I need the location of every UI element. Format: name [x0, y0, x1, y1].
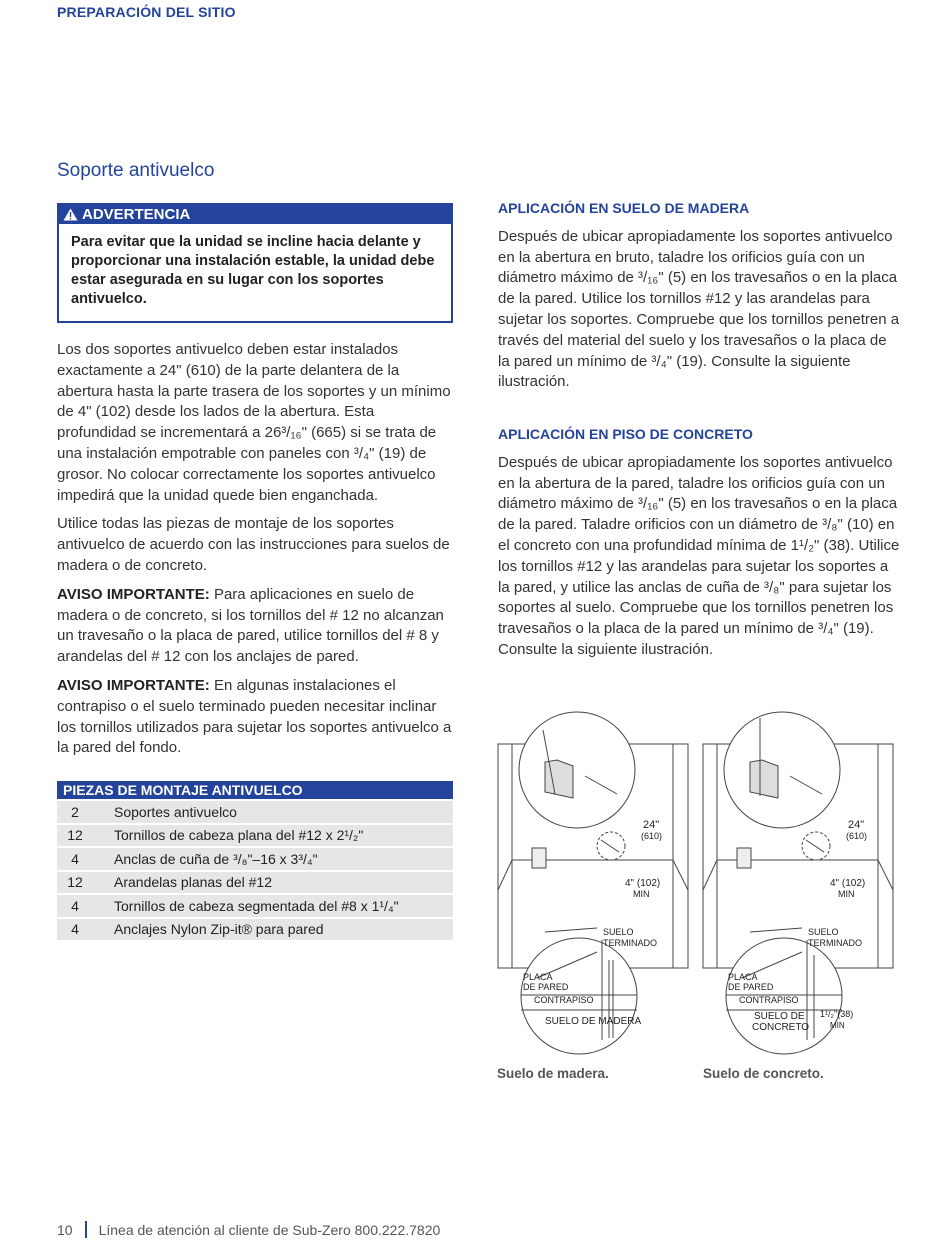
table-row [57, 895, 453, 917]
intro-paragraph: Los dos soportes antivuelco deben estar instalados exactamente a 24" (610) de la parte delantera de la abertura hasta la parte trasera de los soportes y un mínimo de 4" (102) desde los lados de la abertura. Esta profundidad se incrementará a 26³/₁₆" (665) si se trata de una instalación empotrable con paneles con ³/₄" (19) de grosor. No colocar correctamente los soportes antivuelco impedirá que la unidad quede bien enganchada. [57, 341, 451, 504]
wood-floor-illustration [497, 700, 692, 1056]
row-qty: 12 [67, 874, 83, 891]
wood-heading: APLICACIÓN EN SUELO DE MADERA [498, 200, 750, 216]
warning-icon [63, 208, 78, 221]
row-qty: 2 [71, 803, 79, 820]
concrete-label-subfloor: CONTRAPISO [739, 995, 799, 1005]
warning-box [57, 203, 453, 323]
notice-label-1: AVISO IMPORTANTE: [57, 585, 210, 603]
wood-paragraph: Después de ubicar apropiadamente los soportes antivuelco en la abertura en bruto, taladre los orificios guía con un diámetro máximo de ³/₁₆" (5) en los travesaños o en la placa de la pared. Utilice los tornillos #12 y las arandelas para sujetar los soportes. Compruebe que los tornillos penetren a través del material del suelo y los travesaños o la placa de la pared un mínimo de ³/₄" (19). Consulte la siguiente ilustración. [498, 227, 900, 391]
bracket-detail-icon [724, 712, 840, 828]
concrete-floor-illustration [702, 700, 897, 1056]
concrete-dim-anchor-min: MIN [830, 1021, 845, 1030]
notice-text-2: En algunas instalaciones el contrapiso o el suelo terminado pueden necesitar inclinar los tornillos utilizados para sujetar los soportes antivuelco a la pared del fondo. [57, 676, 452, 757]
row-qty: 4 [71, 850, 79, 867]
left-column [57, 340, 457, 767]
row-desc: Tornillos de cabeza plana del #12 x 2¹/₂" [114, 827, 364, 844]
concrete-dim-side: 4" (102) [830, 878, 866, 889]
page-footer [57, 1221, 440, 1238]
notice-label-2: AVISO IMPORTANTE: [57, 676, 210, 694]
concrete-paragraph: Después de ubicar apropiadamente los soportes antivuelco en la abertura de la pared, taladre los orificios guía con un diámetro máximo de ³/₁₆" (5) en los travesaños o en la placa de la pared. Taladre orificios con un diámetro de ³/₈" (10) en el concreto con una profundidad mínima de 1¹/₂" (38). Utilice los tornillos #12 y las arandelas para sujetar los soportes a la pared, y utilice las anclas de cuña de ³/₈" para sujetar los soportes al suelo. Compruebe que los tornillos penetren los travesaños o la placa de la pared un mínimo de ³/₄" (19). Consulte la siguiente ilustración. [498, 453, 900, 658]
page-number: 10 [57, 1221, 73, 1238]
wood-label-plate: PLACA [523, 972, 553, 982]
concrete-label-finished-2: TERMINADO [808, 938, 862, 948]
concrete-heading: APLICACIÓN EN PISO DE CONCRETO [498, 426, 753, 442]
wood-label-floor: SUELO DE MADERA [545, 1016, 642, 1027]
warning-label: ADVERTENCIA [82, 206, 191, 223]
concrete-label-plate-2: DE PARED [728, 982, 774, 992]
row-qty: 12 [67, 827, 83, 844]
concrete-label-floor: SUELO DE [754, 1011, 805, 1022]
section-header: PREPARACIÓN DEL SITIO [57, 4, 236, 20]
concrete-label-plate: PLACA [728, 972, 758, 982]
concrete-dim-side-min: MIN [838, 889, 855, 899]
warning-text: Para evitar que la unidad se incline hacia delante y proporcionar una instalación estable, la unidad debe estar asegurada en su lugar con los soportes antivuelco. [71, 234, 435, 307]
wood-label-subfloor: CONTRAPISO [534, 995, 594, 1005]
notice-paragraph-1 [57, 585, 457, 668]
right-column [498, 198, 900, 401]
wood-label-finished-2: TERMINADO [603, 938, 657, 948]
concrete-label-floor-2: CONCRETO [752, 1022, 810, 1033]
concrete-dim-depth: 24" [848, 819, 865, 831]
concrete-label-finished: SUELO [808, 927, 839, 937]
row-desc: Arandelas planas del #12 [114, 874, 273, 891]
notice-paragraph-2 [57, 676, 457, 759]
table-row [57, 919, 453, 941]
wood-dim-depth-mm: (610) [641, 831, 663, 841]
table-row [57, 825, 453, 847]
page-title: Soporte antivuelco [57, 160, 215, 181]
right-column-concrete [498, 424, 900, 669]
concrete-dim-depth-mm: (610) [846, 831, 868, 841]
row-desc: Anclas de cuña de ³/₈"–16 x 3³/₄" [114, 850, 318, 867]
parts-table-title: PIEZAS DE MONTAJE ANTIVUELCO [57, 781, 453, 799]
row-qty: 4 [71, 897, 79, 914]
row-qty: 4 [71, 921, 79, 938]
hardware-paragraph: Utilice todas las piezas de montaje de los soportes antivuelco de acuerdo con las instrucciones para suelos de madera o de concreto. [57, 515, 450, 574]
concrete-dim-anchor: 1¹/₂"(38) [820, 1009, 854, 1019]
wood-dim-side-min: MIN [633, 889, 650, 899]
warning-header [59, 205, 451, 224]
row-desc: Tornillos de cabeza segmentada del #8 x 1¹/₄" [114, 897, 399, 914]
wood-dim-depth: 24" [643, 819, 660, 831]
concrete-caption: Suelo de concreto. [703, 1066, 824, 1081]
row-desc: Soportes antivuelco [114, 803, 237, 820]
notice-text-1: Para aplicaciones en suelo de madera o de concreto, si los tornillos del # 12 no alcanzan un travesaño o la placa de pared, utilice tornillos del # 8 y arandelas del # 12 con los anclajes de pared. [57, 585, 444, 666]
wood-label-finished: SUELO [603, 927, 634, 937]
footer-text: Línea de atención al cliente de Sub-Zero 800.222.7820 [98, 1221, 441, 1238]
table-row [57, 801, 453, 823]
footer-divider [85, 1221, 87, 1238]
table-row [57, 872, 453, 894]
bracket-detail-icon [519, 712, 635, 828]
wood-dim-side: 4" (102) [625, 878, 661, 889]
parts-table [57, 781, 453, 940]
wood-label-plate-2: DE PARED [523, 982, 569, 992]
row-desc: Anclajes Nylon Zip-it® para pared [114, 921, 324, 938]
wood-caption: Suelo de madera. [497, 1066, 609, 1081]
table-row [57, 848, 453, 870]
